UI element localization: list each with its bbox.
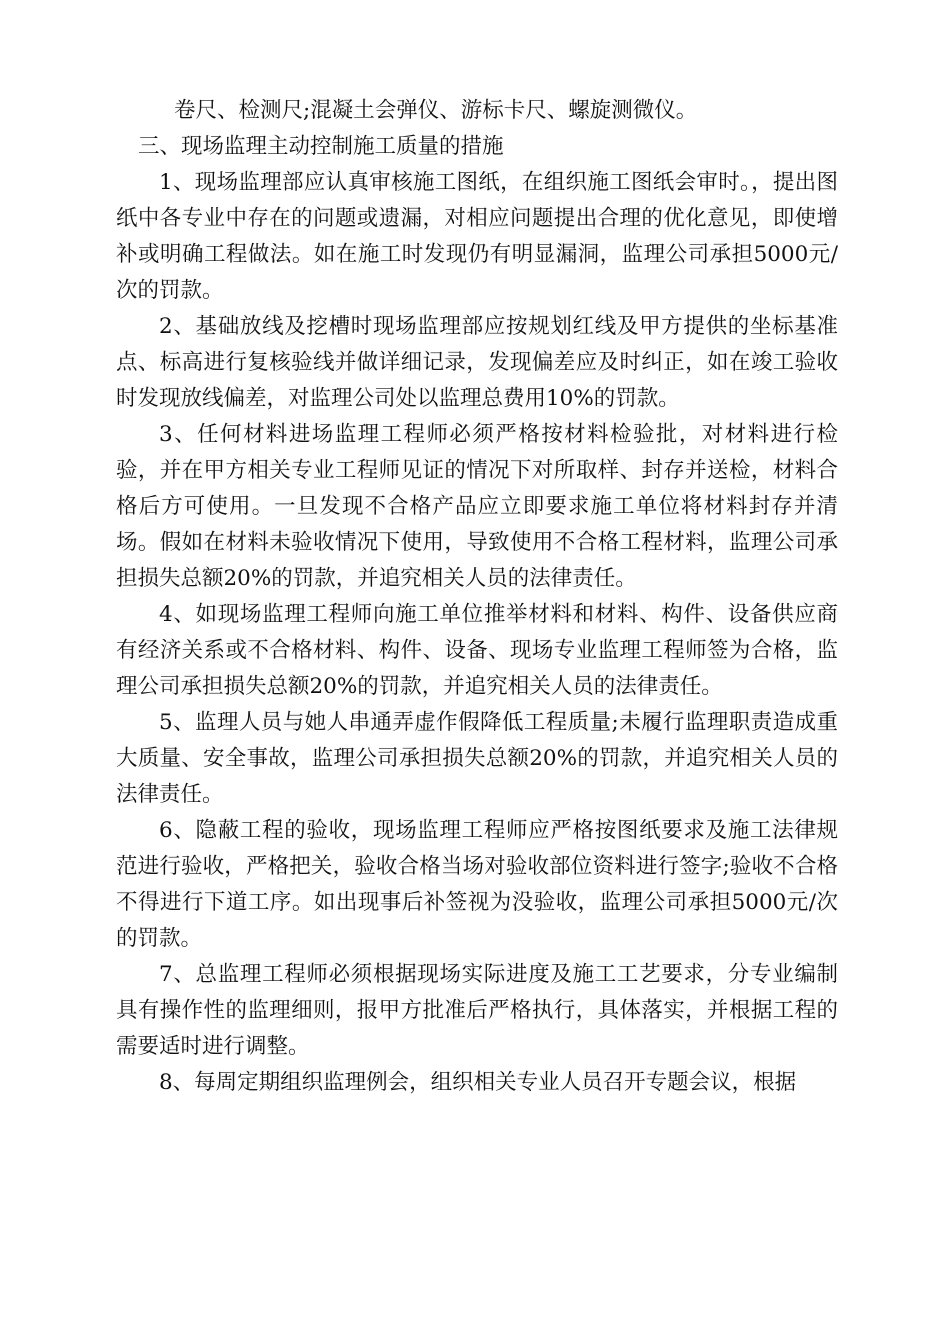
document-body — [116, 93, 838, 1101]
paragraph-measuring-tools: 卷尺、检测尺;混凝土会弹仪、游标卡尺、螺旋测微仪。 — [174, 98, 698, 123]
paragraph-item-7: 7、总监理工程师必须根据现场实际进度及施工工艺要求，分专业编制具有操作性的监理细则，报甲方批准后严格执行，具体落实，并根据工程的需要适时进行调整。 — [116, 962, 838, 1059]
paragraph-item-5: 5、监理人员与她人串通弄虚作假降低工程质量;未履行监理职责造成重大质量、安全事故，监理公司承担损失总额20%的罚款，并追究相关人员的法律责任。 — [116, 710, 838, 807]
paragraph-item-1: 1、现场监理部应认真审核施工图纸，在组织施工图纸会审时。，提出图纸中各专业中存在的问题或遗漏，对相应问题提出合理的优化意见，即使增补或明确工程做法。如在施工时发现仍有明显漏洞，监理公司承担5000元/次的罚款。 — [116, 170, 838, 303]
paragraph-item-8: 8、每周定期组织监理例会，组织相关专业人员召开专题会议，根据 — [159, 1070, 797, 1095]
paragraph-item-4: 4、如现场监理工程师向施工单位推举材料和材料、构件、设备供应商有经济关系或不合格材料、构件、设备、现场专业监理工程师签为合格，监理公司承担损失总额20%的罚款，并追究相关人员的法律责任。 — [116, 602, 838, 699]
section-heading: 三、现场监理主动控制施工质量的措施 — [138, 134, 504, 159]
paragraph-item-3: 3、任何材料进场监理工程师必须严格按材料检验批，对材料进行检验，并在甲方相关专业工程师见证的情况下对所取样、封存并送检，材料合格后方可使用。一旦发现不合格产品应立即要求施工单位将材料封存并清场。假如在材料未验收情况下使用，导致使用不合格工程材料，监理公司承担损失总额20%的罚款，并追究相关人员的法律责任。 — [116, 422, 838, 591]
paragraph-item-2: 2、基础放线及挖槽时现场监理部应按规划红线及甲方提供的坐标基准点、标高进行复核验线并做详细记录，发现偏差应及时纠正，如在竣工验收时发现放线偏差，对监理公司处以监理总费用10%的罚款。 — [116, 314, 838, 411]
paragraph-item-6: 6、隐蔽工程的验收，现场监理工程师应严格按图纸要求及施工法律规范进行验收，严格把关，验收合格当场对验收部位资料进行签字;验收不合格不得进行下道工序。如出现事后补签视为没验收，监理公司承担5000元/次的罚款。 — [116, 818, 838, 951]
